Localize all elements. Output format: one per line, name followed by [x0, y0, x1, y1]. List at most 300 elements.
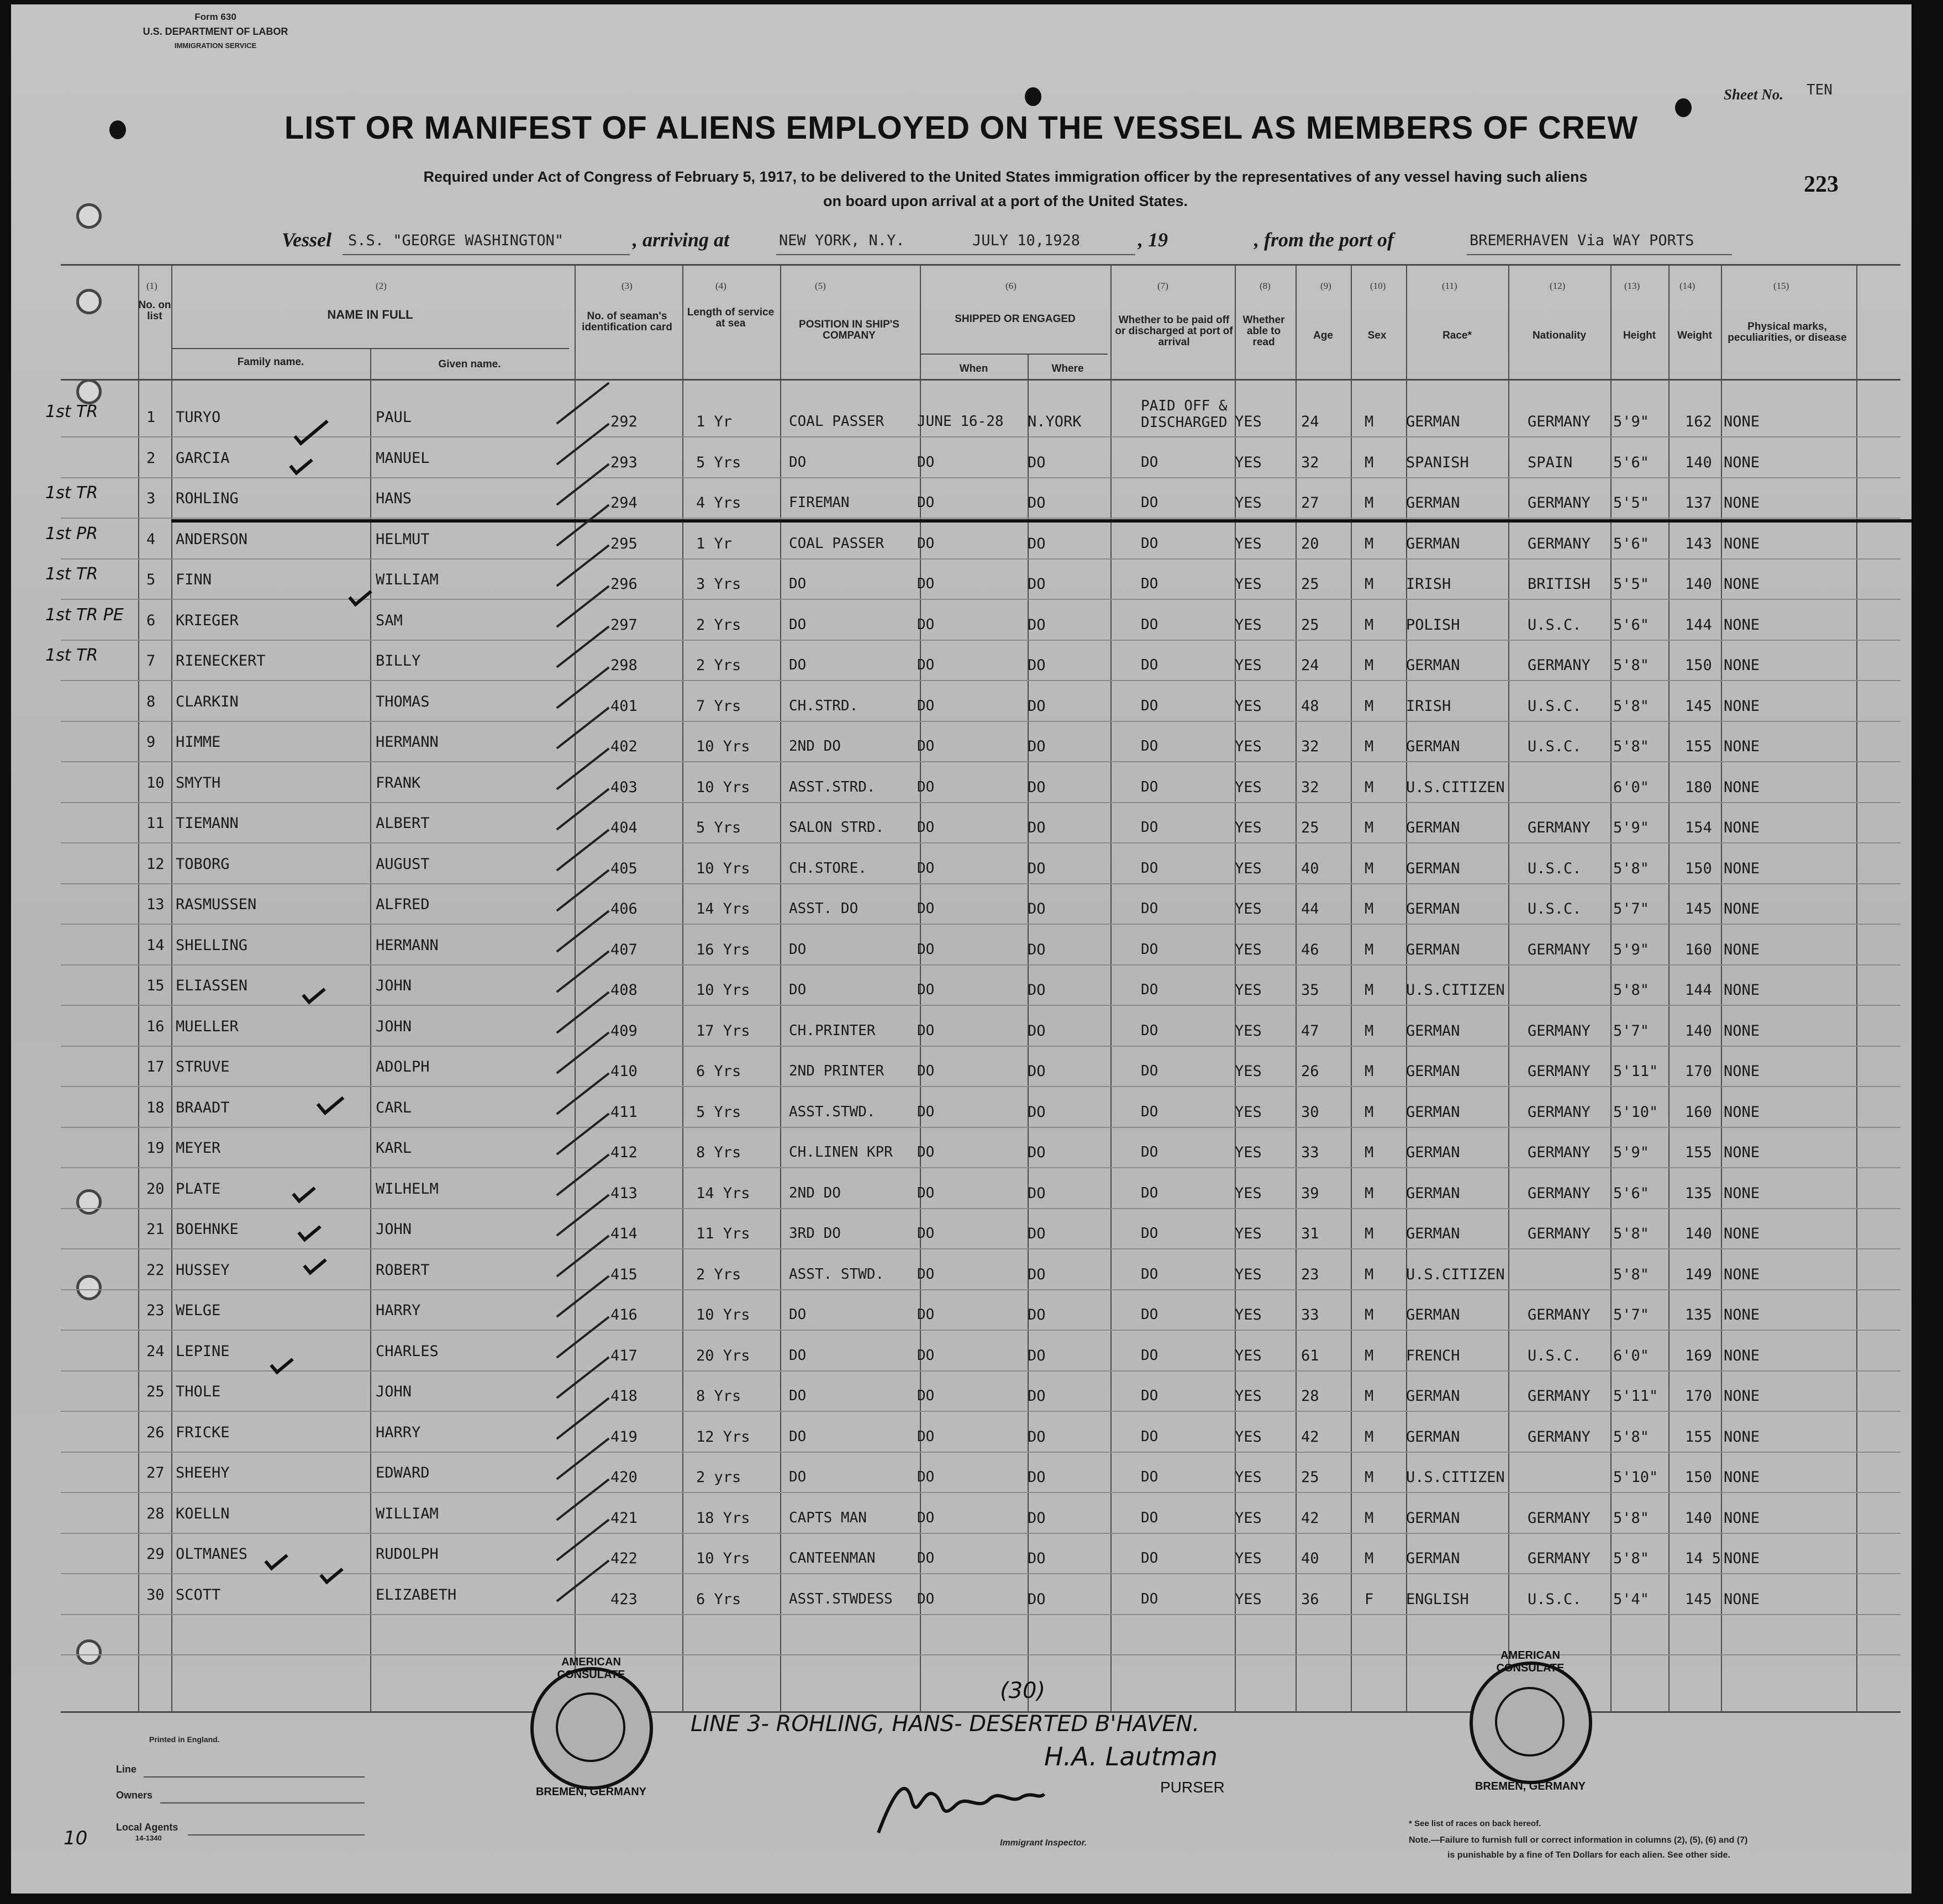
crew-when-cell: DO [917, 1347, 935, 1364]
header-name-in-full: NAME IN FULL [327, 308, 413, 321]
crew-card-cell: 292 [610, 413, 638, 430]
crew-no-cell: 26 [146, 1423, 165, 1441]
crew-nationality-cell: BRITISH [1528, 576, 1591, 593]
crew-height-cell: 5'6" [1613, 1184, 1650, 1202]
document-subtitle [298, 165, 1713, 213]
ledger-line [61, 1452, 1900, 1453]
crew-read-cell: YES [1235, 1184, 1262, 1202]
desertion-annotation: LINE 3- ROHLING, HANS- DESERTED B'HAVEN. [691, 1711, 1200, 1737]
crew-when-cell: DO [917, 576, 935, 592]
crew-nationality-cell: GERMANY [1528, 819, 1591, 836]
crew-discharge-cell: DO [1141, 900, 1159, 917]
crew-nationality-cell: U.S.C. [1528, 616, 1582, 634]
checkmark-icon [303, 1252, 327, 1275]
crew-given-cell: KARL [376, 1140, 412, 1157]
crew-sex-cell: M [1365, 1550, 1374, 1567]
crew-given-cell: THOMAS [376, 693, 430, 710]
subtitle-line-2: on board upon arrival at a port of the United States. [823, 193, 1188, 209]
crew-no-cell: 18 [146, 1099, 165, 1116]
crew-race-cell: GERMAN [1406, 1388, 1460, 1405]
margin-note: 1st TR [45, 483, 98, 503]
crew-read-cell: YES [1235, 535, 1262, 552]
crew-family-cell: SHELLING [176, 936, 248, 954]
crew-height-cell: 5'9" [1613, 413, 1650, 430]
crew-discharge-cell: DO [1141, 1428, 1159, 1445]
crew-given-cell: RUDOLPH [376, 1546, 439, 1563]
crew-read-cell: YES [1235, 697, 1262, 715]
crew-race-cell: GERMAN [1406, 900, 1460, 917]
crew-where-cell: DO [1028, 697, 1046, 715]
arriving-label: , arriving at [633, 229, 730, 251]
crew-discharge-cell: DO [1141, 1388, 1159, 1404]
crew-nationality-cell: GERMANY [1528, 1022, 1591, 1040]
tick-slash [556, 1275, 609, 1317]
col-num-10: (10) [1370, 281, 1386, 291]
crew-where-cell: DO [1028, 1063, 1046, 1080]
crew-read-cell: YES [1235, 819, 1262, 836]
checkmark-icon [319, 1562, 343, 1584]
crew-age-cell: 42 [1301, 1509, 1319, 1527]
crew-marks-cell: NONE [1724, 494, 1760, 511]
crew-read-cell: YES [1235, 982, 1262, 999]
header-id-card: No. of seaman's identification card [582, 310, 672, 333]
crew-sex-cell: M [1365, 1184, 1374, 1202]
ledger-line [61, 1533, 1900, 1534]
crew-position-cell: CAPTS MAN [789, 1509, 867, 1526]
crew-card-cell: 295 [610, 535, 638, 552]
crew-race-cell: POLISH [1406, 616, 1460, 634]
col-num-5: (5) [815, 281, 826, 291]
crew-weight-cell: 135 [1685, 1306, 1712, 1323]
crew-position-cell: CH.PRINTER [789, 1022, 876, 1039]
underline [343, 254, 630, 255]
crew-nationality-cell: GERMANY [1528, 1103, 1591, 1121]
crew-position-cell: COAL PASSER [789, 535, 884, 552]
crew-when-cell: DO [917, 859, 935, 877]
crew-read-cell: YES [1235, 738, 1262, 755]
crew-given-cell: SAM [376, 611, 403, 629]
purser-signature: H.A. Lautman [1044, 1742, 1218, 1771]
crew-height-cell: 5'7" [1613, 900, 1650, 917]
crew-discharge-cell: DO [1141, 859, 1159, 877]
crew-weight-cell: 150 [1685, 657, 1712, 674]
crew-sex-cell: M [1365, 1347, 1374, 1364]
annotation-count: (30) [1000, 1678, 1046, 1703]
crew-where-cell: DO [1028, 1550, 1046, 1567]
crew-weight-cell: 145 [1685, 900, 1712, 917]
header-sex: Sex [1367, 330, 1387, 341]
crew-service-cell: 10 Yrs [696, 1550, 750, 1567]
tick-slash [556, 1153, 609, 1196]
checkmark-icon [289, 452, 313, 475]
tick-slash [556, 1194, 609, 1236]
crew-race-cell: GERMAN [1406, 657, 1460, 674]
crew-height-cell: 5'5" [1613, 494, 1650, 511]
crew-age-cell: 25 [1301, 616, 1319, 634]
crew-marks-cell: NONE [1724, 738, 1760, 755]
crew-given-cell: ALFRED [376, 896, 430, 913]
crew-sex-cell: M [1365, 1509, 1374, 1527]
crew-weight-cell: 140 [1685, 453, 1712, 471]
crew-age-cell: 30 [1301, 1103, 1319, 1121]
col-num-1: (1) [146, 281, 157, 291]
crew-nationality-cell: U.S.C. [1528, 900, 1582, 917]
crew-age-cell: 47 [1301, 1022, 1319, 1040]
crew-nationality-cell: GERMANY [1528, 1509, 1591, 1527]
crew-weight-cell: 170 [1685, 1063, 1712, 1080]
crew-sex-cell: M [1365, 1144, 1374, 1161]
header-age: Age [1313, 330, 1333, 341]
crew-weight-cell: 170 [1685, 1388, 1712, 1405]
crew-read-cell: YES [1235, 1388, 1262, 1405]
footer-rule [144, 1776, 365, 1778]
crew-sex-cell: M [1365, 738, 1374, 755]
tick-slash [556, 950, 609, 993]
crew-weight-cell: 137 [1685, 494, 1712, 511]
crew-discharge-cell: DO [1141, 1509, 1159, 1526]
crew-marks-cell: NONE [1724, 1265, 1760, 1283]
crew-race-cell: GERMAN [1406, 1022, 1460, 1040]
crew-card-cell: 404 [610, 819, 638, 836]
ledger-line [61, 1370, 1900, 1372]
crew-service-cell: 2 Yrs [696, 657, 741, 674]
crew-read-cell: YES [1235, 1225, 1262, 1242]
crew-discharge-cell: DO [1141, 1590, 1159, 1607]
crew-given-cell: HELMUT [376, 530, 430, 548]
margin-note: 1st TR PE [45, 605, 124, 625]
header-shipped: SHIPPED OR ENGAGED [955, 313, 1076, 325]
crew-given-cell: FRANK [376, 774, 421, 792]
crew-height-cell: 5'6" [1613, 616, 1650, 634]
tick-slash [556, 1356, 609, 1399]
crew-where-cell: DO [1028, 1184, 1046, 1202]
tick-slash [556, 1397, 609, 1439]
crew-when-cell: DO [917, 1225, 935, 1242]
crew-position-cell: 3RD DO [789, 1225, 841, 1242]
crew-sex-cell: M [1365, 1022, 1374, 1040]
crew-height-cell: 5'8" [1613, 738, 1650, 755]
crew-card-cell: 421 [610, 1509, 638, 1527]
crew-family-cell: RIENECKERT [176, 652, 266, 669]
crew-race-cell: GERMAN [1406, 1428, 1460, 1446]
crew-service-cell: 1 Yr [696, 413, 733, 430]
crew-sex-cell: M [1365, 576, 1374, 593]
crew-card-cell: 423 [610, 1590, 638, 1608]
crew-weight-cell: 145 [1685, 697, 1712, 715]
crew-weight-cell: 150 [1685, 859, 1712, 877]
crew-position-cell: DO [789, 453, 807, 471]
header-when: When [959, 363, 988, 375]
crew-discharge-cell: DO [1141, 1347, 1159, 1364]
crew-position-cell: DO [789, 941, 807, 958]
tick-slash [556, 463, 609, 505]
arrival-port: NEW YORK, N.Y. [779, 232, 905, 249]
crew-family-cell: SMYTH [176, 774, 221, 792]
crew-service-cell: 10 Yrs [696, 738, 750, 755]
crew-position-cell: SALON STRD. [789, 819, 884, 836]
crew-given-cell: BILLY [376, 652, 421, 669]
agents-label: Local Agents [116, 1822, 178, 1833]
crew-read-cell: YES [1235, 1509, 1262, 1527]
ledger-line [61, 477, 1900, 478]
crew-read-cell: YES [1235, 941, 1262, 958]
ledger-line [61, 518, 1900, 519]
tick-slash [556, 1559, 609, 1602]
crew-card-cell: 293 [610, 453, 638, 471]
crew-when-cell: DO [917, 1469, 935, 1485]
crew-when-cell: DO [917, 1428, 935, 1445]
crew-given-cell: HARRY [376, 1302, 421, 1319]
crew-where-cell: DO [1028, 819, 1046, 836]
crew-nationality-cell: GERMANY [1528, 1388, 1591, 1405]
crew-weight-cell: 154 [1685, 819, 1712, 836]
crew-service-cell: 4 Yrs [696, 494, 741, 511]
crew-height-cell: 5'6" [1613, 453, 1650, 471]
crew-age-cell: 20 [1301, 535, 1319, 552]
crew-card-cell: 419 [610, 1428, 638, 1446]
crew-given-cell: HERMANN [376, 734, 439, 751]
crew-race-cell: GERMAN [1406, 859, 1460, 877]
crew-card-cell: 410 [610, 1063, 638, 1080]
crew-discharge-cell: DO [1141, 616, 1159, 633]
crew-no-cell: 7 [146, 652, 156, 669]
crew-service-cell: 12 Yrs [696, 1428, 750, 1446]
crew-read-cell: YES [1235, 494, 1262, 511]
crew-weight-cell: 160 [1685, 1103, 1712, 1121]
checkmark-icon [348, 584, 372, 606]
crew-height-cell: 5'8" [1613, 1265, 1650, 1283]
crew-given-cell: PAUL [376, 409, 412, 426]
crew-discharge-cell: DO [1141, 535, 1159, 552]
owners-label: Owners [116, 1790, 153, 1801]
crew-age-cell: 48 [1301, 697, 1319, 715]
crew-no-cell: 15 [146, 977, 165, 994]
crew-service-cell: 14 Yrs [696, 1184, 750, 1202]
crew-weight-cell: 155 [1685, 738, 1712, 755]
crew-when-cell: DO [917, 1063, 935, 1079]
crew-when-cell: DO [917, 1144, 935, 1161]
crew-discharge-cell: DO [1141, 1022, 1159, 1039]
ledger-line [61, 1614, 1900, 1615]
crew-weight-cell: 150 [1685, 1469, 1712, 1486]
column-rule [1856, 264, 1857, 1711]
crew-position-cell: ASST. STWD. [789, 1265, 884, 1283]
crew-marks-cell: NONE [1724, 1469, 1760, 1486]
margin-note: 1st TR [45, 402, 98, 421]
crew-age-cell: 61 [1301, 1347, 1319, 1364]
crew-position-cell: DO [789, 657, 807, 673]
crew-where-cell: DO [1028, 1103, 1046, 1121]
crew-service-cell: 16 Yrs [696, 941, 750, 958]
crew-card-cell: 407 [610, 941, 638, 958]
crew-age-cell: 36 [1301, 1590, 1319, 1608]
crew-sex-cell: M [1365, 941, 1374, 958]
crew-sex-cell: M [1365, 900, 1374, 917]
crew-weight-cell: 155 [1685, 1144, 1712, 1161]
crew-when-cell: DO [917, 1550, 935, 1567]
header-read: Whether able to read [1242, 314, 1285, 348]
tick-slash [556, 869, 609, 911]
ledger-line [61, 436, 1900, 437]
crew-discharge-cell: DO [1141, 738, 1159, 755]
crew-race-cell: U.S.CITIZEN [1406, 1469, 1505, 1486]
col-num-14: (14) [1679, 281, 1695, 291]
ledger-line [61, 1411, 1900, 1412]
crew-no-cell: 21 [146, 1221, 165, 1238]
crew-race-cell: IRISH [1406, 576, 1451, 593]
crew-position-cell: DO [789, 1469, 807, 1485]
column-rule [1296, 264, 1297, 1711]
crew-position-cell: FIREMAN [789, 494, 850, 511]
crew-when-cell: DO [917, 1022, 935, 1039]
crew-height-cell: 5'8" [1613, 1509, 1650, 1527]
crew-race-cell: FRENCH [1406, 1347, 1460, 1364]
crew-race-cell: U.S.CITIZEN [1406, 1265, 1505, 1283]
arrival-date: JULY 10,1928 [972, 232, 1081, 249]
crew-age-cell: 40 [1301, 1550, 1319, 1567]
crew-weight-cell: 155 [1685, 1428, 1712, 1446]
crew-where-cell: DO [1028, 941, 1046, 958]
crew-weight-cell: 14 5 [1685, 1550, 1721, 1567]
crew-nationality-cell: GERMANY [1528, 494, 1591, 511]
crew-service-cell: 5 Yrs [696, 1103, 741, 1121]
crew-discharge-cell: DO [1141, 819, 1159, 836]
crew-position-cell: CANTEENMAN [789, 1550, 876, 1567]
crew-position-cell: DO [789, 576, 807, 592]
crew-no-cell: 9 [146, 734, 156, 751]
margin-note: 1st PR [45, 524, 98, 544]
crew-family-cell: SCOTT [176, 1586, 221, 1604]
crew-marks-cell: NONE [1724, 616, 1760, 634]
crew-discharge-cell: DO [1141, 576, 1159, 592]
tick-slash [556, 504, 609, 546]
header-height: Height [1623, 330, 1656, 341]
crew-no-cell: 27 [146, 1464, 165, 1481]
tick-slash [556, 910, 609, 952]
checkmark-icon [297, 1219, 321, 1242]
crew-when-cell: DO [917, 982, 935, 998]
crew-age-cell: 35 [1301, 982, 1319, 999]
tick-slash [556, 1112, 609, 1155]
crew-read-cell: YES [1235, 657, 1262, 674]
crew-read-cell: YES [1235, 900, 1262, 917]
form-header [127, 10, 304, 53]
crew-where-cell: DO [1028, 657, 1046, 674]
crew-no-cell: 1 [146, 409, 156, 426]
tick-slash [556, 666, 609, 709]
crew-discharge-cell: DO [1141, 697, 1159, 714]
crew-card-cell: 294 [610, 494, 638, 511]
crew-card-cell: 297 [610, 616, 638, 634]
crew-given-cell: ELIZABETH [376, 1586, 457, 1604]
crew-given-cell: MANUEL [376, 449, 430, 467]
crew-where-cell: DO [1028, 900, 1046, 917]
crew-read-cell: YES [1235, 1469, 1262, 1486]
crew-position-cell: CH.LINEN KPR [789, 1144, 893, 1161]
crew-when-cell: DO [917, 657, 935, 673]
crew-card-cell: 417 [610, 1347, 638, 1364]
crew-family-cell: ELIASSEN [176, 977, 248, 994]
crew-race-cell: U.S.CITIZEN [1406, 778, 1505, 796]
ledger-line [61, 1289, 1900, 1290]
crew-given-cell: AUGUST [376, 855, 430, 873]
underline [1467, 254, 1732, 255]
crew-given-cell: HERMANN [376, 936, 439, 954]
crew-service-cell: 8 Yrs [696, 1388, 741, 1405]
crew-race-cell: GERMAN [1406, 819, 1460, 836]
crew-weight-cell: 140 [1685, 1225, 1712, 1242]
binder-hole [76, 289, 102, 314]
crew-sex-cell: M [1365, 1306, 1374, 1323]
crew-nationality-cell: GERMANY [1528, 1184, 1591, 1202]
checkmark-icon [264, 1548, 288, 1570]
eagle-seal-icon [556, 1692, 625, 1762]
column-rule [1721, 264, 1722, 1711]
crew-service-cell: 5 Yrs [696, 453, 741, 471]
crew-family-cell: HIMME [176, 734, 221, 751]
crew-position-cell: ASST.STWDESS [789, 1590, 893, 1607]
form-code: 14-1340 [135, 1834, 162, 1842]
binder-hole [76, 1189, 102, 1215]
col-num-8: (8) [1260, 281, 1271, 291]
crew-when-cell: DO [917, 1103, 935, 1120]
crew-no-cell: 29 [146, 1546, 165, 1563]
crew-read-cell: YES [1235, 1265, 1262, 1283]
ledger-line [61, 1208, 1900, 1209]
crew-marks-cell: NONE [1724, 1388, 1760, 1405]
shipped-subhead-rule [920, 354, 1108, 355]
crew-age-cell: 25 [1301, 1469, 1319, 1486]
crew-read-cell: YES [1235, 1063, 1262, 1080]
crew-height-cell: 5'7" [1613, 1022, 1650, 1040]
crew-card-cell: 414 [610, 1225, 638, 1242]
crew-family-cell: THOLE [176, 1383, 221, 1400]
purser-label: PURSER [1160, 1779, 1225, 1796]
crew-height-cell: 5'4" [1613, 1590, 1650, 1608]
crew-where-cell: DO [1028, 535, 1046, 552]
crew-given-cell: ALBERT [376, 815, 430, 832]
header-given-name: Given name. [438, 358, 501, 370]
crew-card-cell: 420 [610, 1469, 638, 1486]
crew-sex-cell: M [1365, 778, 1374, 796]
crew-height-cell: 6'0" [1613, 778, 1650, 796]
crew-discharge-cell: DO [1141, 1103, 1159, 1120]
crew-marks-cell: NONE [1724, 982, 1760, 999]
crew-marks-cell: NONE [1724, 535, 1760, 552]
crew-marks-cell: NONE [1724, 900, 1760, 917]
crew-race-cell: GERMAN [1406, 1550, 1460, 1567]
crew-card-cell: 298 [610, 657, 638, 674]
crew-height-cell: 5'8" [1613, 1428, 1650, 1446]
crew-weight-cell: 140 [1685, 576, 1712, 593]
consulate-stamp-right [1470, 1662, 1592, 1784]
tick-slash [556, 585, 609, 627]
crew-age-cell: 39 [1301, 1184, 1319, 1202]
eagle-seal-icon [1495, 1687, 1565, 1757]
crew-card-cell: 413 [610, 1184, 638, 1202]
crew-height-cell: 5'8" [1613, 1225, 1650, 1242]
crew-height-cell: 5'7" [1613, 1306, 1650, 1323]
crew-discharge-cell: DO [1141, 982, 1159, 998]
footer-rule [160, 1802, 365, 1803]
crew-height-cell: 5'8" [1613, 1550, 1650, 1567]
crew-service-cell: 2 yrs [696, 1469, 741, 1486]
crew-where-cell: DO [1028, 494, 1046, 511]
tick-slash [556, 1478, 609, 1521]
crew-marks-cell: NONE [1724, 1550, 1760, 1567]
crew-age-cell: 42 [1301, 1428, 1319, 1446]
crew-where-cell: DO [1028, 1388, 1046, 1405]
